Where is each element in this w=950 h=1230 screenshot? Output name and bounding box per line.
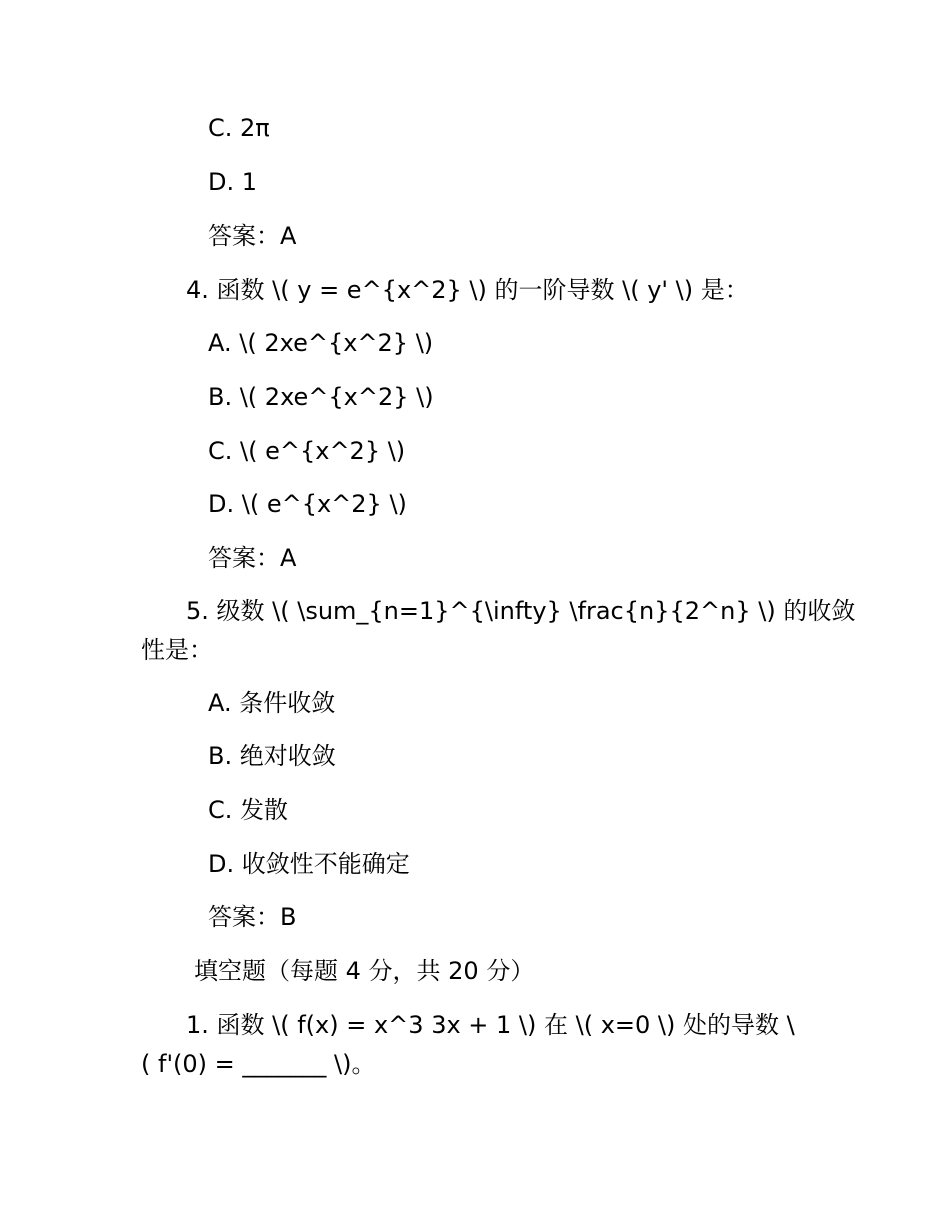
fill-q1-question-cont: ( f'(0) = _______ \)。	[141, 1050, 376, 1078]
q5-option-b: B. 绝对收敛	[208, 742, 336, 770]
q5-answer: 答案：B	[208, 903, 297, 931]
fill-in-section-heading: 填空题（每题 4 分，共 20 分）	[194, 957, 535, 985]
q3-answer: 答案：A	[208, 222, 297, 250]
q4-option-a: A. \( 2xe^{x^2} \)	[208, 329, 434, 357]
q4-option-b: B. \( 2xe^{x^2} \)	[208, 383, 434, 411]
q5-option-a: A. 条件收敛	[208, 689, 336, 717]
q3-option-d: D. 1	[208, 168, 258, 196]
q4-option-d: D. \( e^{x^2} \)	[208, 490, 407, 518]
fill-q1-question: 1. 函数 \( f(x) = x^3 3x + 1 \) 在 \( x=0 \) 处的导数 \	[186, 1011, 795, 1039]
q4-answer: 答案：A	[208, 544, 297, 572]
q5-option-d: D. 收敛性不能确定	[208, 850, 410, 878]
q5-question-cont: 性是：	[141, 636, 213, 664]
q5-option-c: C. 发散	[208, 796, 289, 824]
q5-question: 5. 级数 \( \sum_{n=1}^{\infty} \frac{n}{2^n} \) 的收敛	[186, 597, 856, 625]
q4-question: 4. 函数 \( y = e^{x^2} \) 的一阶导数 \( y' \) 是：	[186, 276, 749, 304]
q4-option-c: C. \( e^{x^2} \)	[208, 437, 406, 465]
q3-option-c: C. 2π	[208, 114, 270, 142]
